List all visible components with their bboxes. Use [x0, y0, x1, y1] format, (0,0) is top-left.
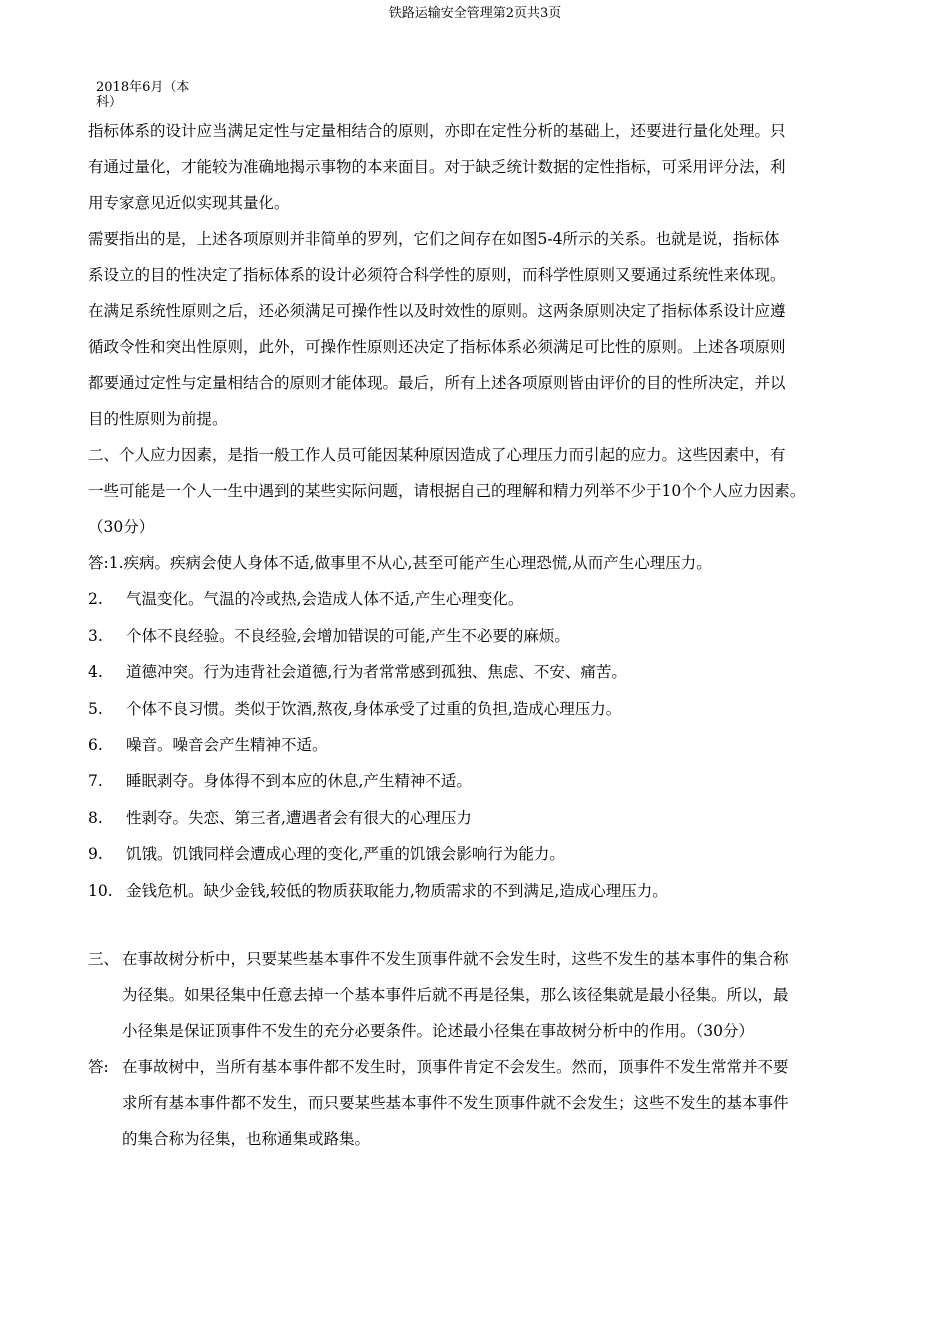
text-line: 都要通过定性与定量相结合的原则才能体现。最后，所有上述各项原则皆由评价的目的性所决定，并以: [88, 374, 786, 392]
list-item: [88, 581, 868, 617]
text-line: 有通过量化，才能较为准确地揭示事物的本来面目。对于缺乏统计数据的定性指标，可采用评分法，利: [88, 158, 786, 176]
question-line: 为径集。如果径集中任意去掉一个基本事件后就不再是径集，那么该径集就是最小径集。所以，最: [122, 986, 789, 1005]
question-text: 在事故树分析中，只要某些基本事件不发生顶事件就不会发生时，这些不发生的基本事件的集合称: [122, 950, 789, 969]
question-line: [88, 941, 868, 977]
list-text: 气温变化。气温的冷或热,会造成人体不适,产生心理变化。: [126, 590, 524, 609]
list-number: 6.: [88, 736, 103, 755]
list-number: 10.: [88, 881, 113, 900]
list-number: 7.: [88, 772, 103, 791]
text-line: 在满足系统性原则之后，还必须满足可操作性以及时效性的原则。这两条原则决定了指标体系设计应遵: [88, 302, 786, 320]
list-item: [88, 800, 868, 836]
list-item: [88, 618, 868, 654]
question-number: 三、: [88, 950, 120, 969]
document-body: [88, 113, 868, 1157]
question-line: 二、个人应力因素，是指一般工作人员可能因某种原因造成了心理压力而引起的应力。这些因素中，有: [88, 446, 786, 464]
question-2: [88, 437, 868, 545]
list-number: 5.: [88, 699, 103, 718]
answer-text: 在事故树中，当所有基本事件都不发生时，顶事件肯定不会发生。然而，顶事件不发生常常并不要: [122, 1058, 789, 1077]
answer-line: 求所有基本事件都不发生，而只要某些基本事件不发生顶事件就不会发生；这些不发生的基本事件: [122, 1094, 789, 1113]
answer-line: 的集合称为径集，也称通集或路集。: [122, 1130, 371, 1149]
question-line: 一些可能是一个人一生中遇到的某些实际问题，请根据自己的理解和精力列举不少于10个个人应力因素。: [88, 482, 806, 500]
section-gap: [88, 909, 868, 941]
list-item: [88, 763, 868, 799]
list-text: 性剥夺。失恋、第三者,遭遇者会有很大的心理压力: [126, 808, 472, 827]
question-line: （30分）: [88, 518, 155, 536]
list-text: 金钱危机。缺少金钱,较低的物质获取能力,物质需求的不到满足,造成心理压力。: [126, 881, 668, 900]
list-number: 9.: [88, 845, 103, 864]
list-item: [88, 727, 868, 763]
text-line: 需要指出的是，上述各项原则并非简单的罗列，它们之间存在如图5-4所示的关系。也就是说，指标体: [88, 230, 780, 248]
list-item: 答:1.疾病。疾病会使人身体不适,做事里不从心,甚至可能产生心理恐慌,从而产生心理压力。: [88, 554, 712, 572]
list-number: 2.: [88, 590, 103, 609]
list-text: 饥饿。饥饿同样会遭成心理的变化,严重的饥饿会影响行为能力。: [126, 845, 565, 864]
date-tag-line: 科）: [96, 95, 123, 110]
date-tag-line: 2018年6月（本: [96, 80, 190, 95]
list-text: 个体不良经验。不良经验,会增加错误的可能,产生不必要的麻烦。: [126, 626, 570, 645]
list-text: 道德冲突。行为违背社会道德,行为者常常感到孤独、焦虑、不安、痛苦。: [126, 663, 627, 682]
date-tag: [96, 80, 206, 110]
question-3: [88, 941, 868, 1049]
list-number: 3.: [88, 626, 103, 645]
list-item: [88, 691, 868, 727]
list-item: [88, 654, 868, 690]
list-number: 4.: [88, 663, 103, 682]
list-text: 个体不良习惯。类似于饮酒,熬夜,身体承受了过重的负担,造成心理压力。: [126, 699, 622, 718]
question-line: 小径集是保证顶事件不发生的充分必要条件。论述最小径集在事故树分析中的作用。（30分）: [122, 1022, 754, 1041]
list-item: [88, 873, 868, 909]
text-line: 用专家意见近似实现其量化。: [88, 194, 290, 212]
text-line: 系设立的目的性决定了指标体系的设计必须符合科学性的原则，而科学性原则又要通过系统性来体现。: [88, 266, 786, 284]
text-line: 循政令性和突出性原则，此外，可操作性原则还决定了指标体系必须满足可比性的原则。上述各项原则: [88, 338, 786, 356]
text-line: 指标体系的设计应当满足定性与定量相结合的原则，亦即在定性分析的基础上，还要进行量化处理。只: [88, 122, 786, 140]
list-number: 8.: [88, 808, 103, 827]
list-text: 睡眠剥夺。身体得不到本应的休息,产生精神不适。: [126, 772, 472, 791]
list-text: 噪音。噪音会产生精神不适。: [126, 736, 328, 755]
answer-3: [88, 1049, 868, 1157]
answer-label: 答:: [88, 1058, 109, 1077]
text-line: 目的性原则为前提。: [88, 410, 228, 428]
list-item: [88, 836, 868, 872]
page-header: 铁路运输安全管理第2页共3页: [388, 6, 562, 21]
answer-2-list: [88, 545, 868, 909]
intro-section: [88, 113, 868, 437]
answer-line: [88, 1049, 868, 1085]
